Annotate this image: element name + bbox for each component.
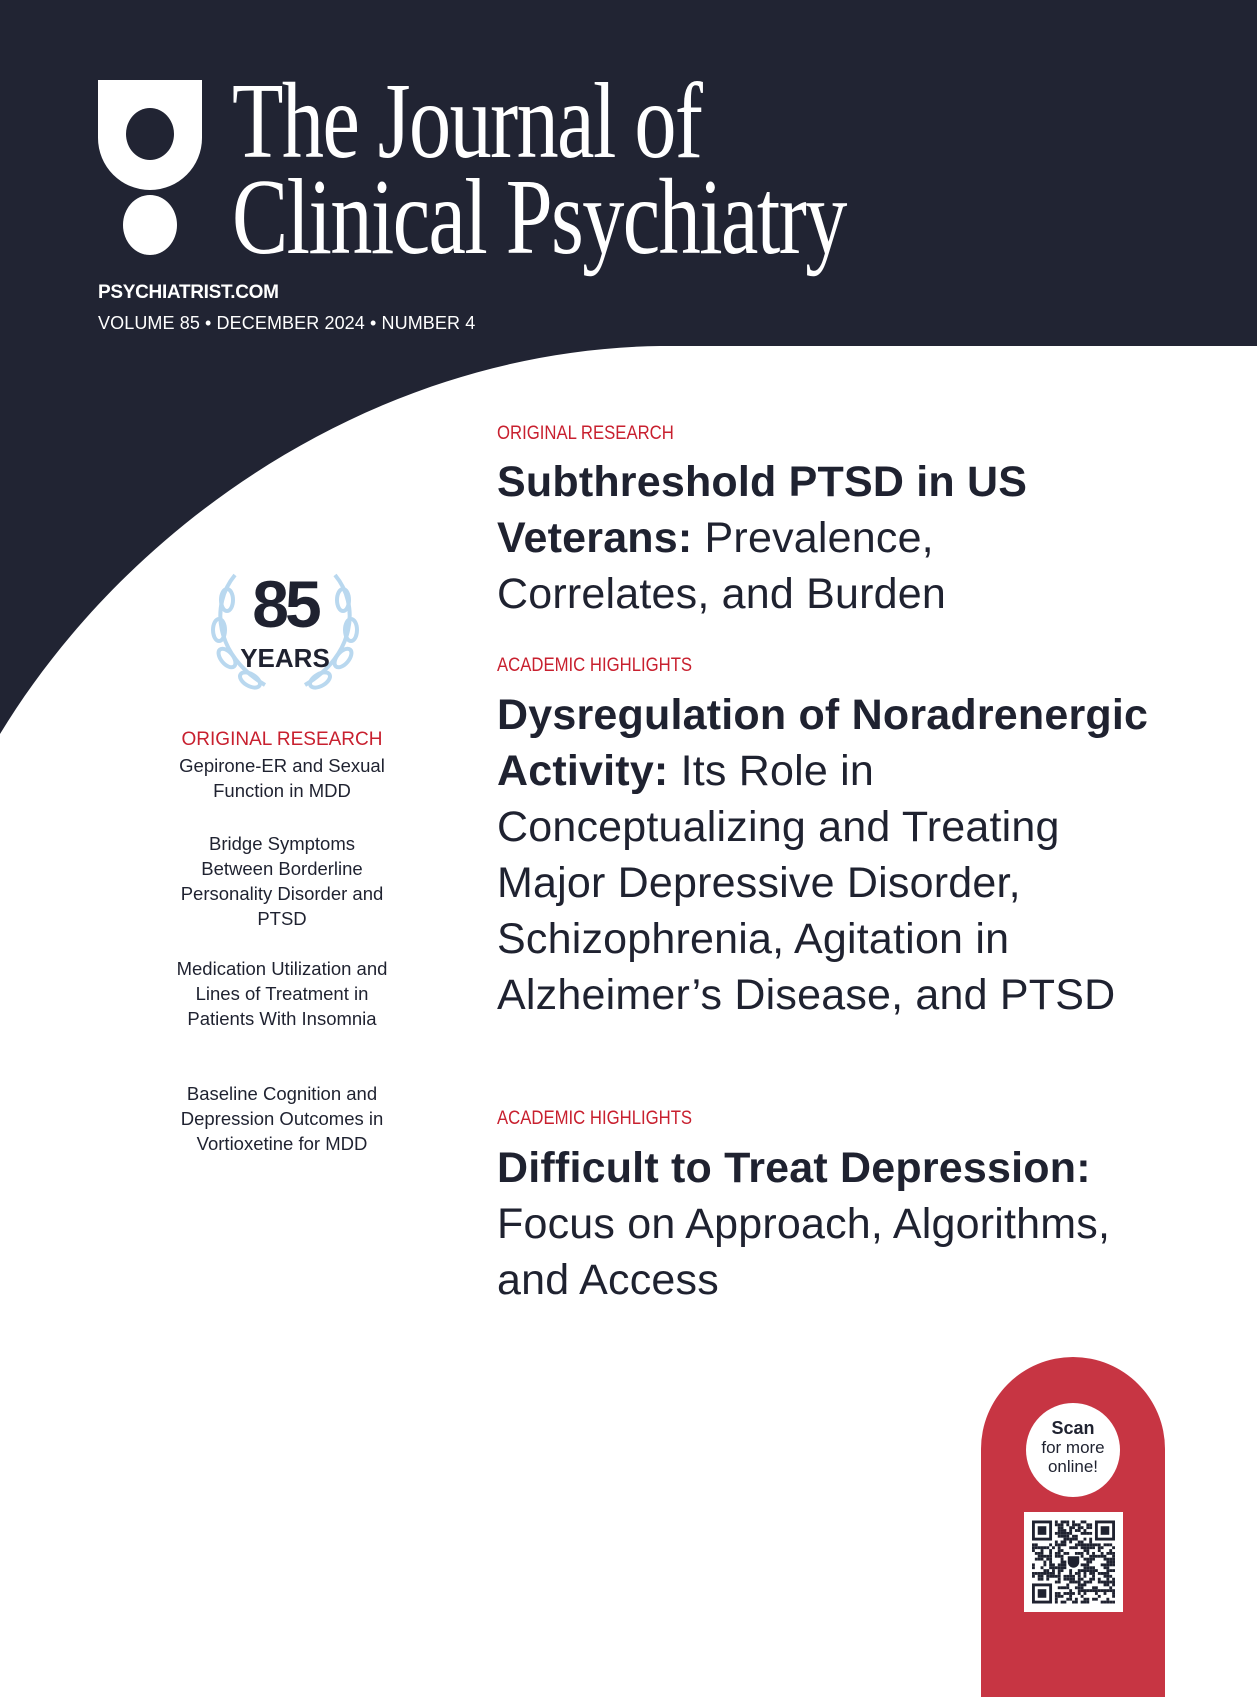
article-title-bold: Dysregulation of Noradrenergic Activity: (497, 691, 1149, 795)
anniversary-badge (205, 555, 365, 695)
badge-number: 85 (252, 567, 318, 641)
qr-code-icon (1032, 1520, 1115, 1604)
sidebar-item[interactable]: Medication Utilization and Lines of Treatment in Patients With Insomnia (176, 958, 388, 1029)
article-title[interactable] (497, 454, 1057, 622)
journal-logo-icon (98, 80, 204, 256)
article-kicker: ACADEMIC HIGHLIGHTS (497, 1108, 693, 1129)
article-title-rest: Prevalence, Correlates, and Burden (497, 514, 946, 618)
article-title[interactable] (497, 1140, 1157, 1308)
qr-code[interactable] (1024, 1512, 1123, 1612)
article-title-rest: Focus on Approach, Algorithms, and Access (497, 1200, 1111, 1304)
sidebar-item[interactable]: Baseline Cognition and Depression Outcomes in Vortioxetine for MDD (180, 1083, 384, 1154)
sidebar-item[interactable]: Bridge Symptoms Between Borderline Personality Disorder and PTSD (180, 833, 384, 929)
article-kicker: ORIGINAL RESEARCH (497, 423, 674, 444)
website-link[interactable]: PSYCHIATRIST.COM (98, 282, 279, 303)
article-title[interactable] (497, 687, 1157, 1023)
scan-line: online! (1047, 1457, 1099, 1476)
sidebar-item[interactable]: Gepirone-ER and Sexual Function in MDD (179, 755, 385, 801)
scan-label: Scan (1051, 1418, 1095, 1438)
article-title-bold: Difficult to Treat Depression: (497, 1144, 1091, 1192)
scan-bubble (1026, 1403, 1120, 1497)
article-title-rest: Its Role in Conceptualizing and Treating Major Depressive Disorder, Schizophrenia, Agitation in Alzheimer’s Disease, and PTSD (497, 747, 1116, 1019)
article-kicker: ACADEMIC HIGHLIGHTS (497, 655, 693, 676)
journal-title-line1: The Journal of (232, 62, 702, 181)
sidebar-kicker: ORIGINAL RESEARCH (181, 729, 383, 750)
badge-label: YEARS (240, 643, 330, 673)
scan-line: for more (1041, 1438, 1105, 1457)
journal-title-line2: Clinical Psychiatry (232, 158, 846, 277)
issue-info: VOLUME 85 • DECEMBER 2024 • NUMBER 4 (98, 313, 476, 333)
article-title-bold: Subthreshold PTSD in US Veterans: (497, 458, 1028, 562)
